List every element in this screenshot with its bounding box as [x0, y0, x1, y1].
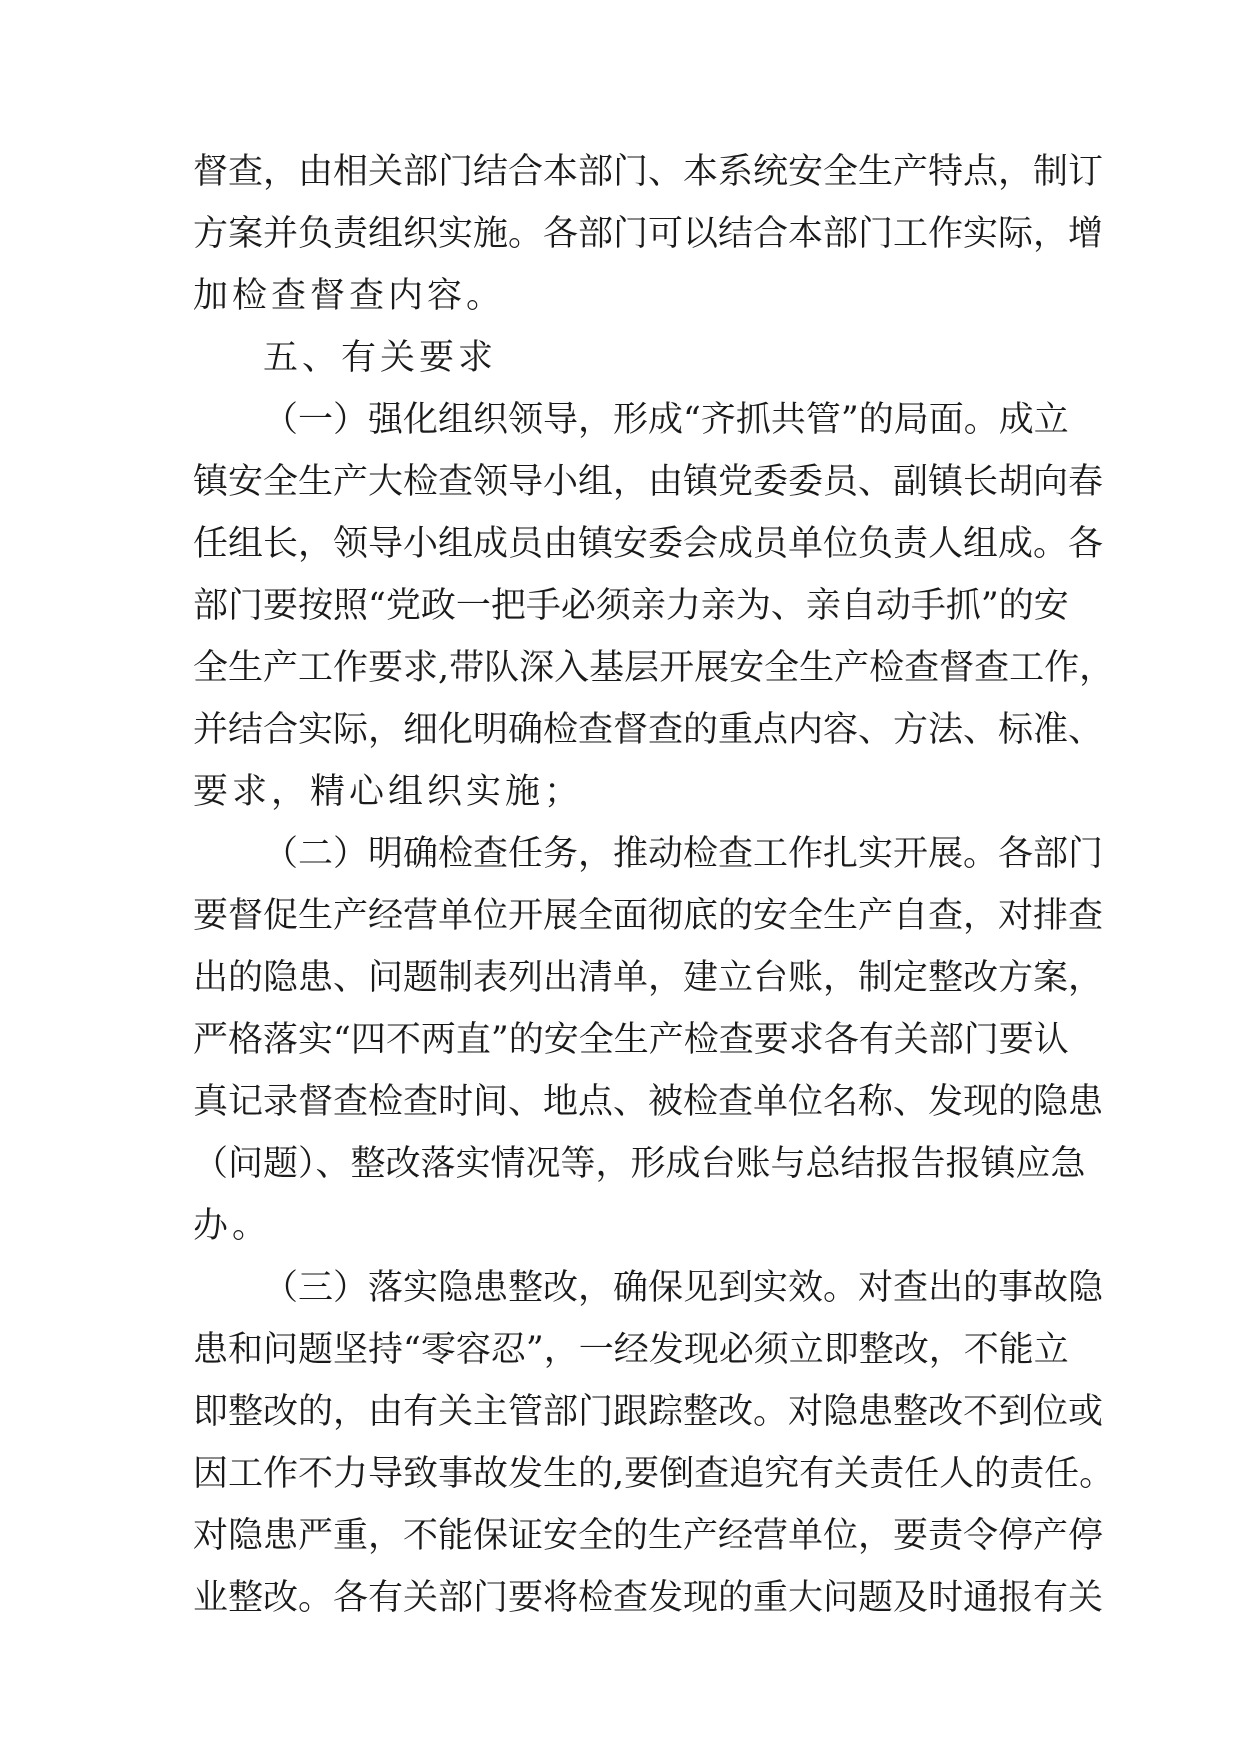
text-line: 方案并负责组织实施。各部门可以结合本部门工作实际，增: [193, 214, 1104, 254]
text-line: 因工作不力导致事故发生的,要倒查追究有关责任人的责任。: [193, 1454, 1115, 1494]
document-page: [193, 142, 1115, 1618]
text-line: 要求，精心组织实施；: [193, 772, 584, 812]
text-line: 即整改的，由有关主管部门跟踪整改。对隐患整改不到位或: [193, 1392, 1104, 1432]
text-line: 严格落实“四不两直”的安全生产检查要求各有关部门要认: [193, 1020, 1069, 1060]
subsection-heading: （三）落实隐患整改，确保见到实效。对查出的事故隐: [263, 1268, 1104, 1308]
text-line: 要督促生产经营单位开展全面彻底的安全生产自查，对排查: [193, 896, 1104, 936]
text-line: 对隐患严重，不能保证安全的生产经营单位，要责令停产停: [193, 1516, 1104, 1556]
text-line: 患和问题坚持“零容忍”，一经发现必须立即整改，不能立: [193, 1330, 1069, 1370]
subsection-heading: （一）强化组织领导，形成“齐抓共管”的局面。成立: [263, 400, 1069, 440]
text-line: 真记录督查检查时间、地点、被检查单位名称、发现的隐患: [193, 1082, 1104, 1122]
text-line: 督查，由相关部门结合本部门、本系统安全生产特点，制订: [193, 152, 1104, 192]
text-line: 办。: [193, 1206, 272, 1246]
text-line: 全生产工作要求,带队深入基层开展安全生产检查督查工作，: [193, 648, 1115, 688]
text-line: 并结合实际，细化明确检查督查的重点内容、方法、标准、: [193, 710, 1104, 750]
text-line: 镇安全生产大检查领导小组，由镇党委委员、副镇长胡向春: [193, 462, 1104, 502]
text-line: 出的隐患、问题制表列出清单，建立台账，制定整改方案，: [193, 958, 1104, 998]
subsection-heading: （二）明确检查任务，推动检查工作扎实开展。各部门: [263, 834, 1104, 874]
text-line: （问题）、整改落实情况等，形成台账与总结报告报镇应急: [193, 1144, 1086, 1184]
section-heading: 五、有关要求: [263, 338, 498, 378]
text-line: 加检查督查内容。: [193, 276, 506, 316]
text-line: 部门要按照“党政一把手必须亲力亲为、亲自动手抓”的安: [193, 586, 1069, 626]
text-line: 任组长，领导小组成员由镇安委会成员单位负责人组成。各: [193, 524, 1104, 564]
text-line: 业整改。各有关部门要将检查发现的重大问题及时通报有关: [193, 1578, 1104, 1618]
